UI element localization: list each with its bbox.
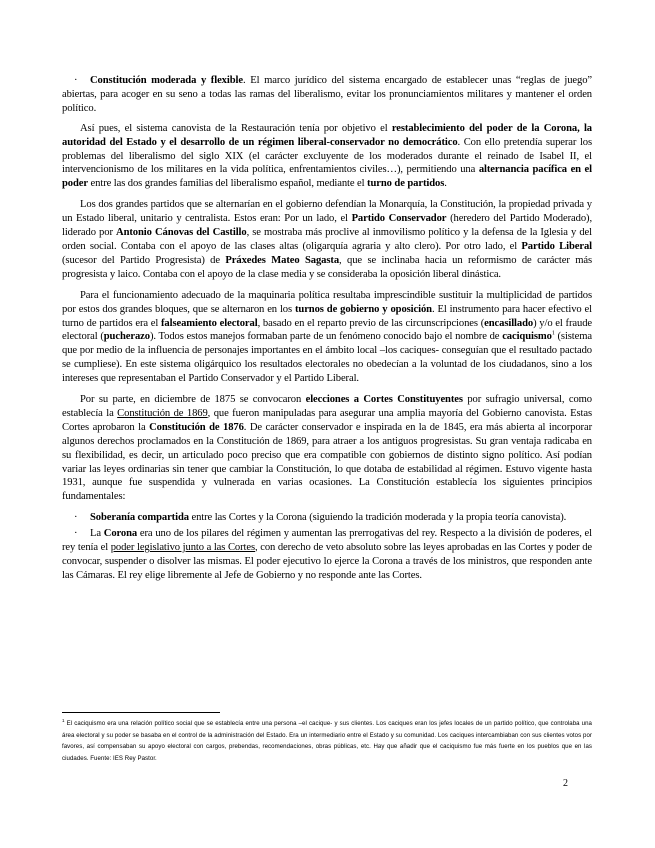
- paragraph-constitucion-1876: [62, 393, 592, 504]
- paragraph-dos-partidos: [62, 198, 592, 281]
- text-run: , se mostraba más proclive al inmovilismo político y la defensa de la Iglesia y del orden social. Contaba con el apoyo de las clases altas (oligarquía agraria y alto clero). Por otro lado, el: [62, 227, 593, 252]
- text-run: , que fueron manipuladas para asegurar una amplia mayoría del Gobierno canovista. Estas Cortes aprobaron la: [62, 407, 592, 433]
- bold-text: Corona: [103, 528, 138, 540]
- bold-text: restablecimiento del poder de la Corona, la autoridad del Estado y el desarrollo de un régimen liberal-conservador no democrático: [62, 122, 592, 148]
- bullet-mark: ·: [74, 528, 78, 540]
- text-run: . El marco jurídico del sistema encargado de establecer unas “reglas de juego” abiertas, para acoger en su seno a todas las ramas del liberalismo, evitar los pronunciamientos militares y mantener el orden político.: [62, 75, 592, 114]
- paragraph-corona: [62, 527, 592, 583]
- text-run: . El instrumento para hacer efectivo el turno de partidos era el: [62, 303, 592, 329]
- text-run: era uno de los pilares del régimen y aumentan las prerrogativas del rey. Respecto a la división de poderes, el rey tenía el: [62, 528, 592, 554]
- footnote-separator: [62, 712, 220, 713]
- bold-text: pucherazo: [103, 331, 150, 343]
- footnote-text: El caciquismo era una relación político social que se establecía entre una persona –el cacique- y sus clientes. Los caciques eran los jefes locales de un partido político, que controlaba una área electoral y su poder se basaba en el control de la administración del Estado. Era un intermediario entre el Estado y su comunidad. Los caciques intercambiaban con sus clientes votos por favores, así compensaban su apoyo electoral con cargos, prebendas, recomendaciones, obras públicas, etc. Hay que añadir que el caciquismo fue más fuerte en los pueblos que en las ciudades. Fuente: IES Rey Pastor.: [62, 720, 592, 762]
- text-run: . De carácter conservador e inspirada en la de 1845, era más abierta al incorporar algunos derechos proclamados en la Constitución de 1869, para atraer a los antiguos progresistas. Su gran ventaja radicaba en su flexibilidad, es decir, un articulado poco preciso que era compatible con gobiernos de distinto signo político. Así podían variar las leyes ordinarias sin tener que cambiar la Constitución, lo que dotaba de estabilidad al régimen. Estuvo vigente hasta 1931, aunque fue suspendida y vulnerada en varias ocasiones. La Constitución establecía los siguientes principios fundamentales:: [62, 421, 593, 503]
- underlined-text: Constitución de 1869: [117, 407, 208, 419]
- underlined-text: poder legislativo junto a las Cortes: [110, 542, 256, 554]
- paragraph-constitucion-flexible: [62, 74, 592, 116]
- text-run: ). Todos estos manejos formaban parte de un fenómeno conocido bajo el nombre de: [149, 331, 503, 343]
- bold-text: Constitución moderada y flexible: [90, 75, 243, 86]
- footnote-number: 1: [62, 717, 65, 723]
- bold-text: alternancia pacífica en el poder: [62, 164, 592, 190]
- text-run: Por su parte, en diciembre de 1875 se convocaron: [80, 394, 306, 406]
- paragraph-sistema-canovista: [62, 122, 592, 192]
- text-run: (sucesor del Partido Progresista) de: [62, 254, 226, 266]
- text-run: La: [90, 528, 104, 540]
- document-body: [62, 74, 592, 589]
- bold-text: turnos de gobierno y oposición: [294, 303, 432, 315]
- bullet-mark: ·: [74, 512, 78, 524]
- text-run: entre las Cortes y la Corona (siguiendo la tradición moderada y la propia teoría canovista).: [188, 512, 567, 524]
- bold-text: caciquismo: [502, 331, 552, 343]
- page-number: 2: [563, 778, 568, 789]
- text-run: , que se inclinaba hacia un reformismo de carácter más progresista y laico. Contaba con el apoyo de la clase media y se consideraba la oposición liberal dinástica.: [62, 254, 592, 280]
- text-run: (sistema que por medio de la influencia de personajes importantes en el ámbito local –los caciques- conseguían que el resultado pactado se cumpliese). En este sistema oligárquico los resultados electorales no obedecían a la voluntad de los ciudadanos, sino a los intereses que representaban el Partido Conservador y el Partido Liberal.: [62, 331, 592, 385]
- bold-text: Soberanía compartida: [90, 512, 189, 524]
- text-run: (heredero del Partido Moderado), liderado por: [62, 213, 592, 239]
- text-run: Así pues, el sistema canovista de la Restauración tenía por objetivo el: [80, 122, 392, 134]
- text-run: , con derecho de veto absoluto sobre las leyes aprobadas en las Cortes y poder de convocar, suspender o disolver las mismas. El poder ejecutivo lo ejerce la Corona a través de los ministros, que responden ante las Cámaras. El rey elige libremente al Jefe de Gobierno y no responde ante las Cortes.: [62, 542, 593, 581]
- bold-text: Partido Conservador: [351, 213, 447, 225]
- text-run: Para el funcionamiento adecuado de la maquinaria política resultaba imprescindible sustituir la multiplicidad de partidos por estos dos grandes bloques, que se alternaron en los: [62, 289, 592, 315]
- text-run: . Con ello pretendía superar los problemas del liberalismo del siglo XIX (el carácter excluyente de los moderados durante el reinado de Isabel II, el intervencionismo de los militares en la vida política, enfrentamientos civiles…), permitiendo una: [62, 136, 593, 176]
- bold-text: Constitución de 1876: [149, 421, 244, 433]
- text-run: por sufragio universal, como establecía la: [62, 394, 592, 419]
- text-run: .: [444, 178, 447, 190]
- footnote-reference[interactable]: 1: [551, 330, 555, 337]
- bold-text: Antonio Cánovas del Castillo: [116, 227, 247, 239]
- paragraph-soberania-compartida: [62, 511, 592, 525]
- bold-text: elecciones a Cortes Constituyentes: [305, 394, 463, 406]
- bold-text: turno de partidos: [367, 178, 445, 190]
- paragraph-maquinaria-politica: [62, 289, 592, 386]
- text-run: , basado en el reparto previo de las circunscripciones (: [257, 317, 485, 329]
- text-run: entre las dos grandes familias del liberalismo español, mediante el: [88, 178, 368, 190]
- bold-text: Práxedes Mateo Sagasta: [225, 254, 340, 266]
- footnote: [62, 718, 592, 764]
- bold-text: Partido Liberal: [521, 240, 592, 252]
- text-run: Los dos grandes partidos que se alternarían en el gobierno defendían la Monarquía, la Constitución, la propiedad privada y un Estado liberal, unitario y centralista. Estos eran: Por un lado, el: [62, 199, 592, 225]
- bold-text: encasillado: [484, 317, 534, 329]
- text-run: ) y/o el fraude electoral (: [62, 317, 592, 343]
- bold-text: falseamiento electoral: [161, 317, 258, 329]
- bullet-mark: ·: [74, 75, 78, 86]
